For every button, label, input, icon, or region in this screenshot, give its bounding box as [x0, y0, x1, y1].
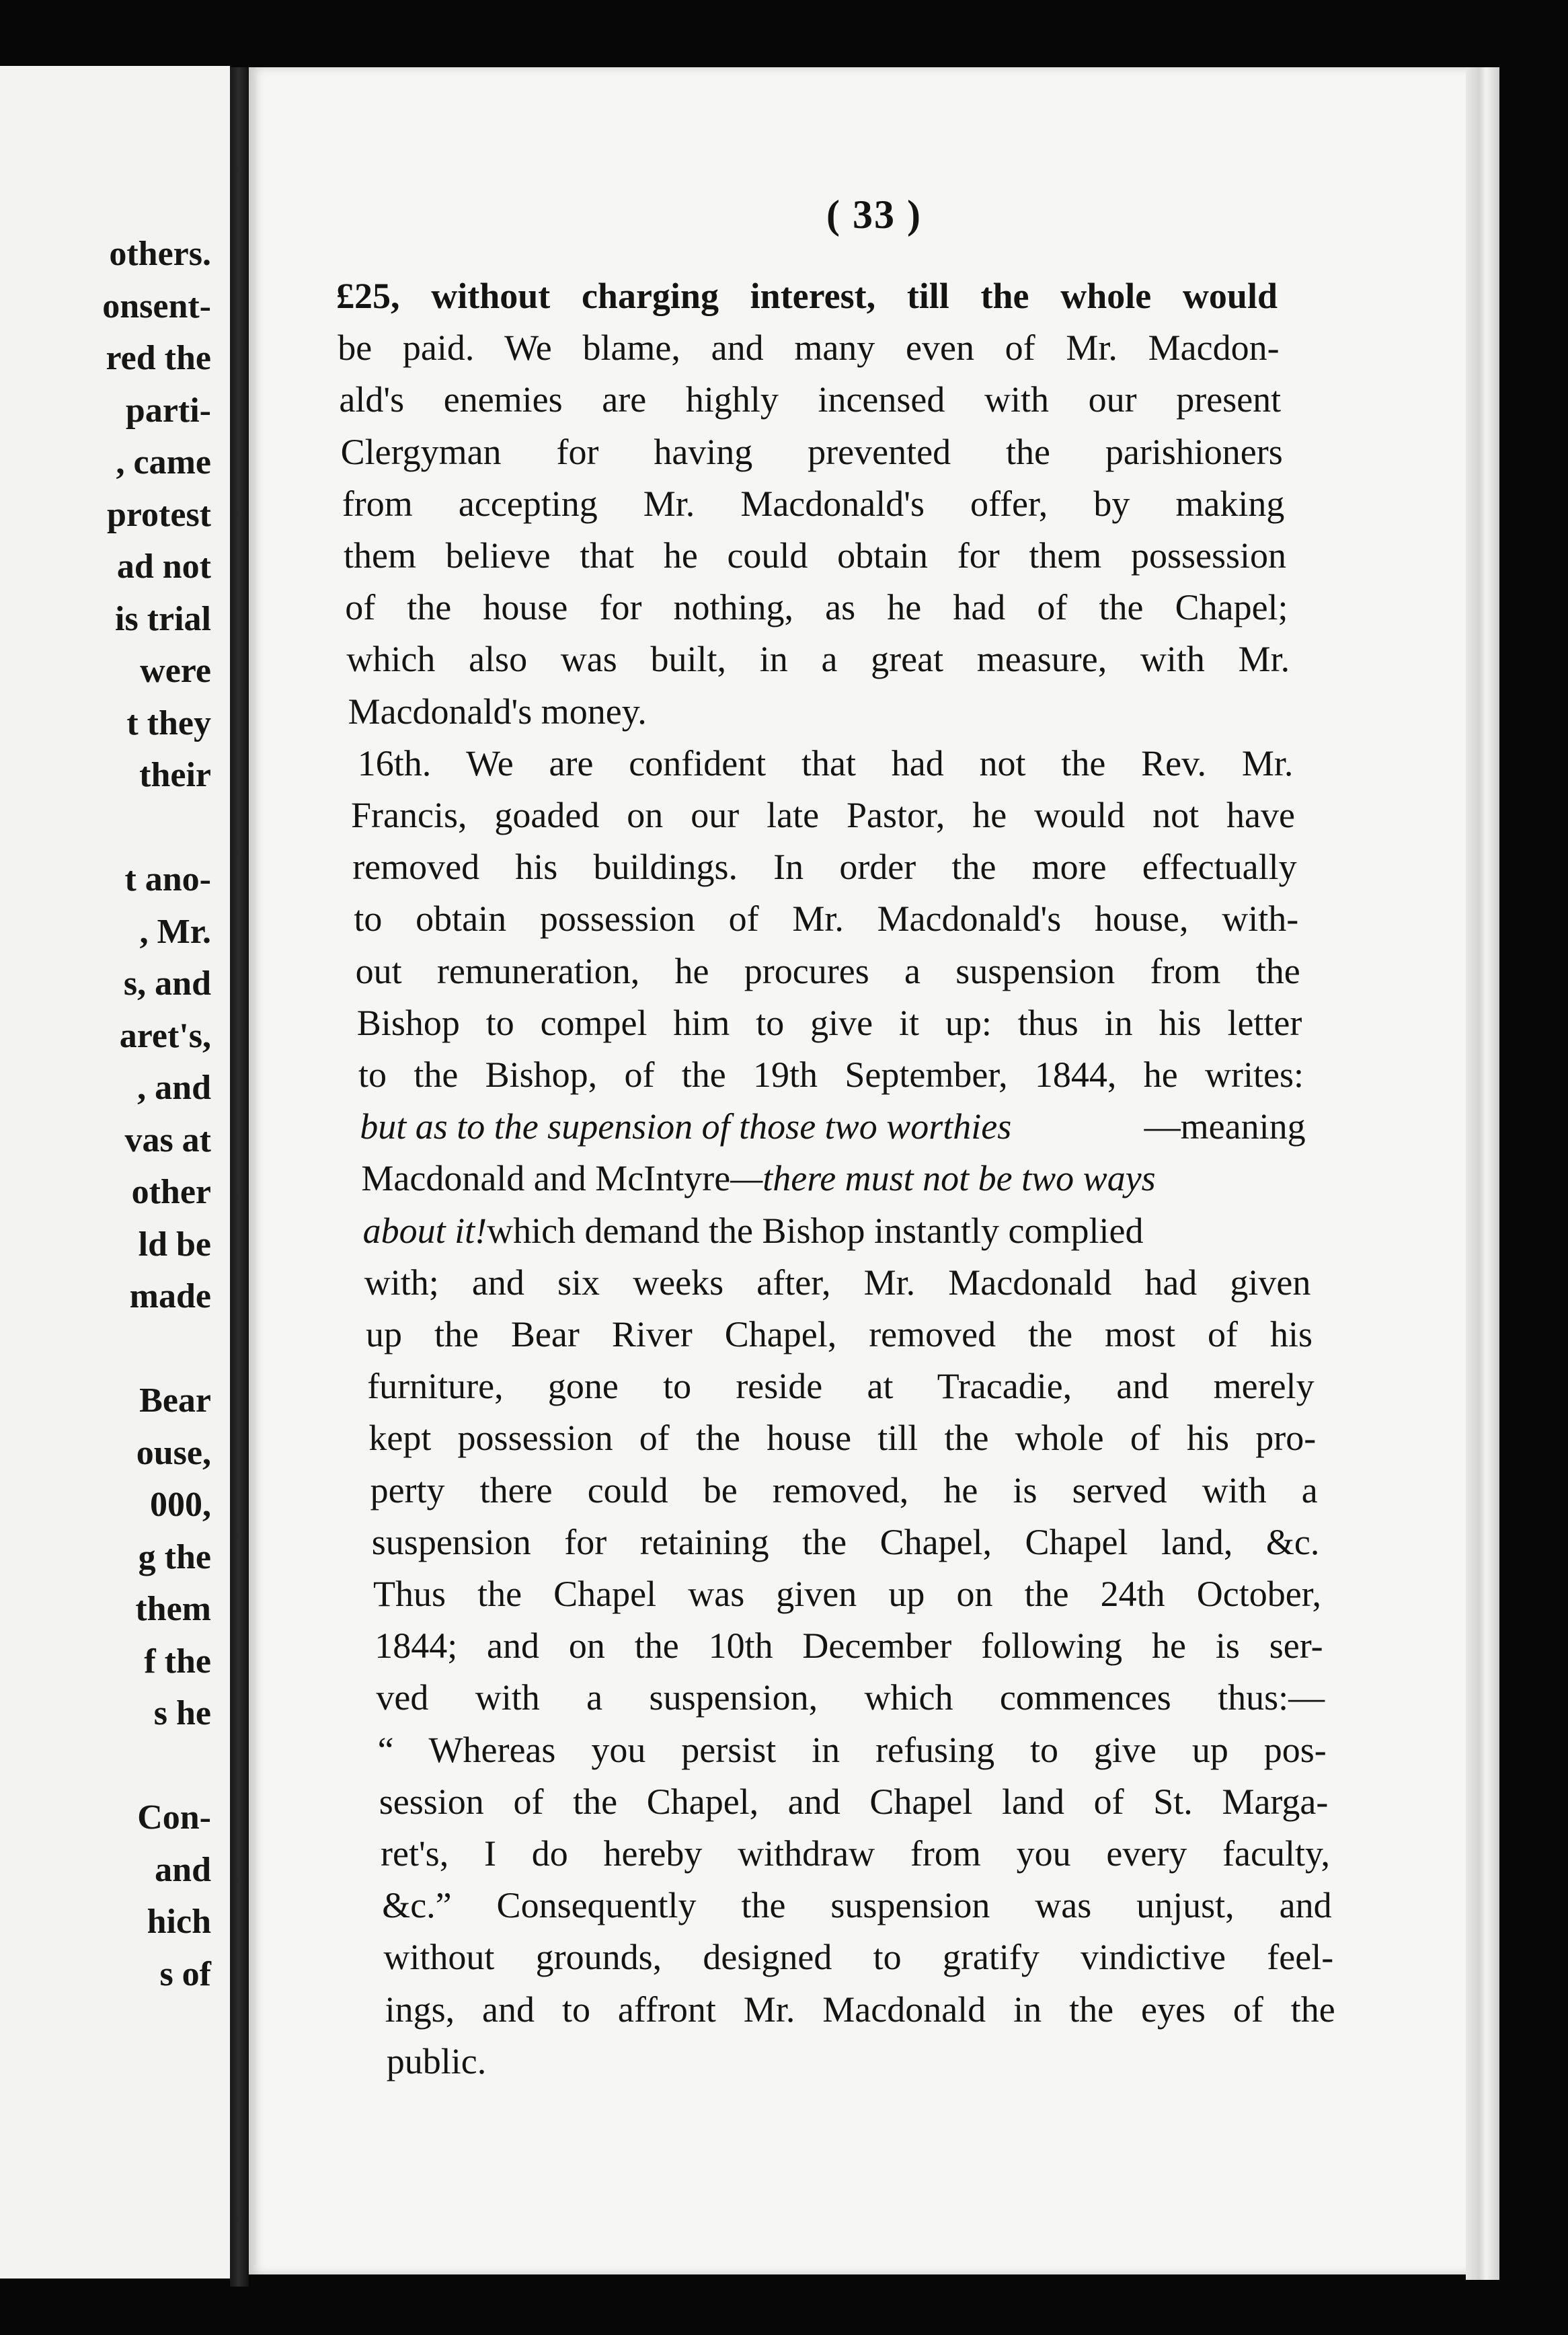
left-page-line: them [135, 1590, 211, 1628]
left-page-line: is trial [115, 599, 211, 638]
page-edge [1466, 67, 1499, 2280]
text-line: 16th. We are confident that had not the Rev. Mr. [357, 742, 1294, 783]
text-line: ret's, I do hereby withdraw from you every faculty, [381, 1833, 1330, 1874]
text-line: ald's enemies are highly incensed with our present [339, 379, 1282, 420]
text-line: from accepting Mr. Macdonald's offer, by making [342, 483, 1285, 524]
left-page-line: Con- [137, 1798, 211, 1837]
left-page-line: t they [126, 703, 211, 742]
text-line: them believe that he could obtain for them possession [344, 535, 1286, 576]
left-page-line: , came [116, 443, 211, 482]
left-page-line: were [140, 652, 211, 690]
left-page-line: their [139, 756, 211, 794]
text-line [361, 1158, 1307, 1198]
text-span: which demand the Bishop instantly complied [487, 1210, 1144, 1251]
text-line: Macdonald's money. [348, 691, 647, 732]
text-line: &c.” Consequently the suspension was unjust, and [382, 1885, 1332, 1926]
left-page-line: made [129, 1277, 211, 1315]
left-page-line: s he [153, 1694, 211, 1732]
text-line: to obtain possession of Mr. Macdonald's house, with- [354, 898, 1299, 940]
text-line: Thus the Chapel was given up on the 24th October, [373, 1574, 1321, 1614]
left-page-line: t ano- [124, 860, 211, 898]
left-page-line: 000, [150, 1486, 211, 1524]
left-page-line: , Mr. [139, 912, 211, 951]
left-page-line: hich [147, 1903, 211, 1941]
text-line: ings, and to affront Mr. Macdonald in the eyes of the [385, 1989, 1335, 2030]
text-line: Bishop to compel him to give it up: thus in his letter [356, 1002, 1302, 1043]
book-gutter [230, 67, 249, 2287]
left-page-line: parti- [125, 391, 211, 430]
left-page-line: s of [159, 1954, 211, 1993]
left-page-line: other [131, 1173, 211, 1211]
text-line: furniture, gone to reside at Tracadie, and merely [367, 1366, 1315, 1407]
left-page-line: Bear [139, 1381, 211, 1420]
left-page-line: s, and [123, 964, 211, 1003]
right-page [249, 67, 1499, 2274]
left-page-line: aret's, [119, 1016, 211, 1055]
text-line: out remuneration, he procures a suspension from the [355, 950, 1300, 991]
text-line: with; and six weeks after, Mr. Macdonald had given [364, 1262, 1311, 1303]
text-line: 1844; and on the 10th December following he is ser- [375, 1625, 1323, 1667]
text-line: of the house for nothing, as he had of the Chapel; [345, 587, 1288, 628]
left-page-line: red the [106, 339, 211, 377]
text-line: perty there could be removed, he is served with a [370, 1469, 1318, 1510]
left-page-line: f the [144, 1642, 211, 1681]
text-span: Macdonald and McIntyre [361, 1158, 731, 1199]
text-line: kept possession of the house till the whole of his pro- [368, 1418, 1317, 1459]
left-page-line: g the [138, 1537, 211, 1576]
text-line: removed his buildings. In order the more effectually [352, 847, 1297, 888]
text-line: Francis, goaded on our late Pastor, he would not have [351, 795, 1295, 835]
text-line: session of the Chapel, and Chapel land of St. Marga- [379, 1781, 1329, 1822]
left-page-line: , and [137, 1069, 211, 1107]
left-page-line: protest [106, 495, 211, 534]
left-page-line: ad not [116, 547, 211, 586]
text-line: up the Bear River Chapel, removed the most of his [366, 1314, 1312, 1354]
left-page-line: vas at [124, 1120, 211, 1159]
text-line: suspension for retaining the Chapel, Chapel land, &c. [371, 1521, 1320, 1562]
text-line: without grounds, designed to gratify vindictive feel- [383, 1937, 1334, 1978]
italic-quote: —there must not be two ways [730, 1158, 1156, 1199]
text-line: which also was built, in a great measure, with Mr. [346, 639, 1290, 680]
left-page-line: and [155, 1850, 211, 1889]
page-number: ( 33 ) [826, 192, 922, 237]
text-line [360, 1106, 1305, 1147]
italic-quote: about it! [362, 1210, 487, 1251]
left-page-fragment [0, 66, 230, 2279]
text-line: Clergyman for having prevented the parishioners [340, 431, 1283, 472]
left-page-line: onsent- [102, 286, 211, 326]
left-page-line: ouse, [136, 1433, 211, 1472]
text-line: “ Whereas you persist in refusing to give up pos- [377, 1729, 1327, 1770]
text-line [363, 1211, 1309, 1251]
text-line: £25, without charging interest, till the whole would [336, 276, 1278, 316]
text-line: ved with a suspension, which commences thus:— [376, 1677, 1325, 1718]
text-line: public. [386, 2040, 487, 2081]
left-page-line: ld be [138, 1225, 211, 1264]
text-span: —meaning [1144, 1106, 1306, 1147]
text-line: to the Bishop, of the 19th September, 1844, he writes: [358, 1055, 1304, 1095]
italic-quote: but as to the supension of those two worthies [360, 1106, 1012, 1147]
text-line: be paid. We blame, and many even of Mr. Macdon- [338, 328, 1280, 369]
left-page-line: others. [109, 235, 211, 273]
